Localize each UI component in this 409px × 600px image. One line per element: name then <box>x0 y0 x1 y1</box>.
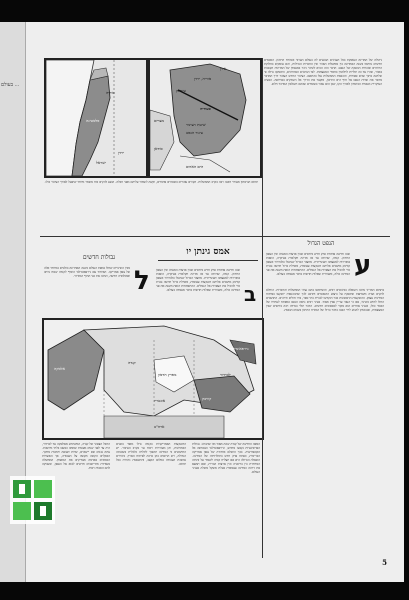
previous-page-text-fragment: בעולם ... <box>1 82 20 88</box>
map-label-syria: סוריה <box>106 90 115 95</box>
map-label-oil-pipeline: צינור הנפט <box>186 130 203 135</box>
archive-logo <box>10 476 55 524</box>
map-canada <box>42 318 264 440</box>
map-label-pipeline-route: שיטת הצינור <box>186 122 206 127</box>
map-label-red-sea: הים האדום <box>186 164 204 169</box>
article-text-bottom-middle: ההשקעות האמריקניות בקנדה גדלו מאוד בשנים האחרונות, והן מעוררות ויכוח ער בקרב הציבור. יש החוששים כי המדינה תהפוך לתלויה כלכלית בשכנתה הגדולה, ויש הרואים בהן ברכה לפיתוח הארץ. בינתיים נמשכת העבודה במלוא הקצב, והתוצאות ניכרות בכל תחום. <box>116 442 186 466</box>
newspaper-page <box>25 22 404 582</box>
map-label-syria-jordan: סוריה, ירדן <box>194 76 212 81</box>
article-text-under-maps: תחום הביטחון מעורר דאגה רבה בקרב הממשלות. הקווים עוברים בשטחים פתוחים, וקשה לשמור עליהם מפני חבלה. הוצע להקים כוח משמר מיוחד שיפעל לאורך הצינור כולו. <box>44 180 258 184</box>
heading-underline <box>158 260 258 261</box>
map-label-jordan: ירדן <box>118 150 124 155</box>
article-text-bottom-left: החבל הצפוני של קנדה, המשתרע מאלסקה עד לברדור, היה עד לפני שנים מעטות שממה כמעט בלתי מיושבת. עתה נבנים שם יישובים, שדות תעופה ותחנות מחקר. האקלים הקשה מקשה על העבודה, אך האוצרות הטמונים באדמה מצדיקים את המאמץ. הממשלה מעודדת מתיישבים חדשים לבוא אל הצפון, ומעניקה להם הטבות רבות. <box>42 442 110 470</box>
article-text-middle: שנה חדשה פותחת פרק חדש ביחסים שבין ארצות המערב ובין הצפון הרחוק. קנדה, שהיתה עד כה מדינה חקלאית בעיקרה, הופכת במהירות למעצמה תעשייתית. מחצבי הברזל שנתגלו בלברדור ובצפון קוויבק מושכים אליהם השקעות עצומות, ומסילת ברזל חדשה נבנית כדי להוביל את העפרות אל הנמלים. ההתפתחות הזאת משנה את פני המדינה כולה, ומעוררת שאלות חדשות בדבר מעמדה בעולם. <box>156 268 240 292</box>
map-middle-east <box>148 58 262 178</box>
map-label-iraq: עיראק <box>176 88 186 93</box>
heading-middle: אמס גינתן יו <box>186 247 230 257</box>
heading-new-borders: גבולות חדשים <box>82 254 116 261</box>
map-label-sudan: סודאן <box>154 146 163 151</box>
article-text-left-section: מבין השינויים שחלו במפת העולם בשנה האחרונה בולטים במיוחד אלה של צפון אמריקה. האיחוד עם ניו-פאונדלנד הוסיף לקנדה שטח נרחב ואוכלוסיה חדשה, ושינה את פני החוף המזרחי. <box>44 266 130 278</box>
map-label-saudi: סעודיה <box>200 106 211 111</box>
article-text-right-intro: שנה חדשה פותחת פרק חדש ביחסים שבין ארצות המערב ובין הצפון הרחוק. קנדה, שהיתה עד כה מדינה חקלאית בעיקרה, הופכת במהירות למעצמה תעשייתית. מחצבי הברזל שנתגלו בלברדור ובצפון קוויבק מושכים אליהם השקעות עצומות, ומסילת ברזל חדשה נבנית כדי להוביל את העפרות אל הנמלים. ההתפתחות הזאת משנה את פני המדינה כולה, ומעוררת שאלות חדשות בדבר מעמדה בעולם. <box>266 252 350 276</box>
map-label-ontario: אונטריו <box>154 398 166 403</box>
article-text-right-lower: בתחום המדיני נדונה השאלה בכינוסים רבים, והשתתפו בהם נציגי הממשלות והחברות. הוחלט להקים ועדה משותפת שתפקח על ביצוע ההסכמים ותדאג לכך שההכנסות יושקעו בפיתוח המדינות עצמן. ההשקעות הראשונות כבר הוקדשו לבניית בתי ספר, בתי חולים ודרכים. התושבים החלו לחוש בשינוי, אם כי העוני עדיין נפוץ מאוד. בעיני רבים נראה הנפט כמפתח לעתידו של האזור כולו, ובעיני אחרים הוא מקור לסכסוכים חדשים. הדבר תלוי במידה רבה ביחסים שבין המעצמות, ובנכונותן להגיע לידי הבנה בדבר גורלו של המזרח התיכון בשנים הבאות. <box>266 288 384 312</box>
map-label-iran: אירן <box>220 66 227 71</box>
horizontal-divider <box>40 236 390 237</box>
map-label-hudson-bay: מפרץ הדסון <box>158 372 177 377</box>
map-label-newfoundland: ניו-פאונדלנד <box>230 346 249 351</box>
initial-lamed: ל <box>134 266 150 296</box>
map-label-canada: קנדה <box>128 360 136 365</box>
page-number: 5 <box>382 558 387 567</box>
article-text-right-upper: ניהולה של המדינה העוסקת בכל הענינים הנוגעים לה בעולם הערבי ובמזרח התיכון. הסכמים חדשים נחתמו בשנה האחרונה בין ממשלות האזור ובין החברות הגדולות, והם עוסקים בחלוקת הרווחים ובזכויות ההפקה של הנפט. הדבר הזה הביא לשינוי ניכר במעמדן של המדינות הקטנות באזור, שהיו עד כה תלויות לחלוטין בחסדי המעצמות. לפי הנתונים האחרונים, התפוקה גדלה פי שלושה בתוך שנים ספורות, והכנסות הממשלות עלו בהתאם. הצינור החדש העובר דרך המדבר מחבר את שדות הנפט אל חוף הים התיכון, ומקצר את הדרך אל השווקים באירופה. הבעיה העיקרית נשארת הביטחון לאורך הקו, שכן הוא עובר בשטחים שבהם השלטון המרכזי חלש. <box>264 58 382 86</box>
map-label-israel: ישראל <box>96 160 107 165</box>
map-label-alaska: אלסקה <box>54 366 65 371</box>
initial-bet: ב <box>244 282 257 306</box>
article-text-bottom-right: המפה החדשה של קנדה שונה מאוד מזו שהכרנו. גבולות הפרובינציות נקבעו מחדש, וניו-פאונדלנד הצטרפה אל הקונפדרציה. בכך הושלם איחודה של צפון אמריקה הבריטית, ונפתח פרק חדש בתולדותיה של המדינה. השאלה הגדולה היא אם תצליח קנדה לשמור על זהותה המיוחדת בין בריטניה ובין ארצות הברית, ואם תמצא את דרכה כמדינה עצמאית בעלת משקל משלה בעניני העולם. <box>192 442 260 474</box>
initial-ayin: ע <box>354 250 372 280</box>
map-palestine <box>44 58 148 178</box>
map-label-palestine: פלסטינה <box>86 118 100 123</box>
map-label-quebec: קוויבק <box>202 396 212 401</box>
map-label-usa: ארה"ב <box>154 424 165 429</box>
map-label-labrador: לברדור <box>220 372 231 377</box>
heading-big-oil: הנפט הגדול <box>307 240 335 247</box>
map-label-egypt: מצרים <box>154 118 164 123</box>
map-canada-graphic <box>44 320 262 438</box>
column-divider <box>262 58 263 558</box>
